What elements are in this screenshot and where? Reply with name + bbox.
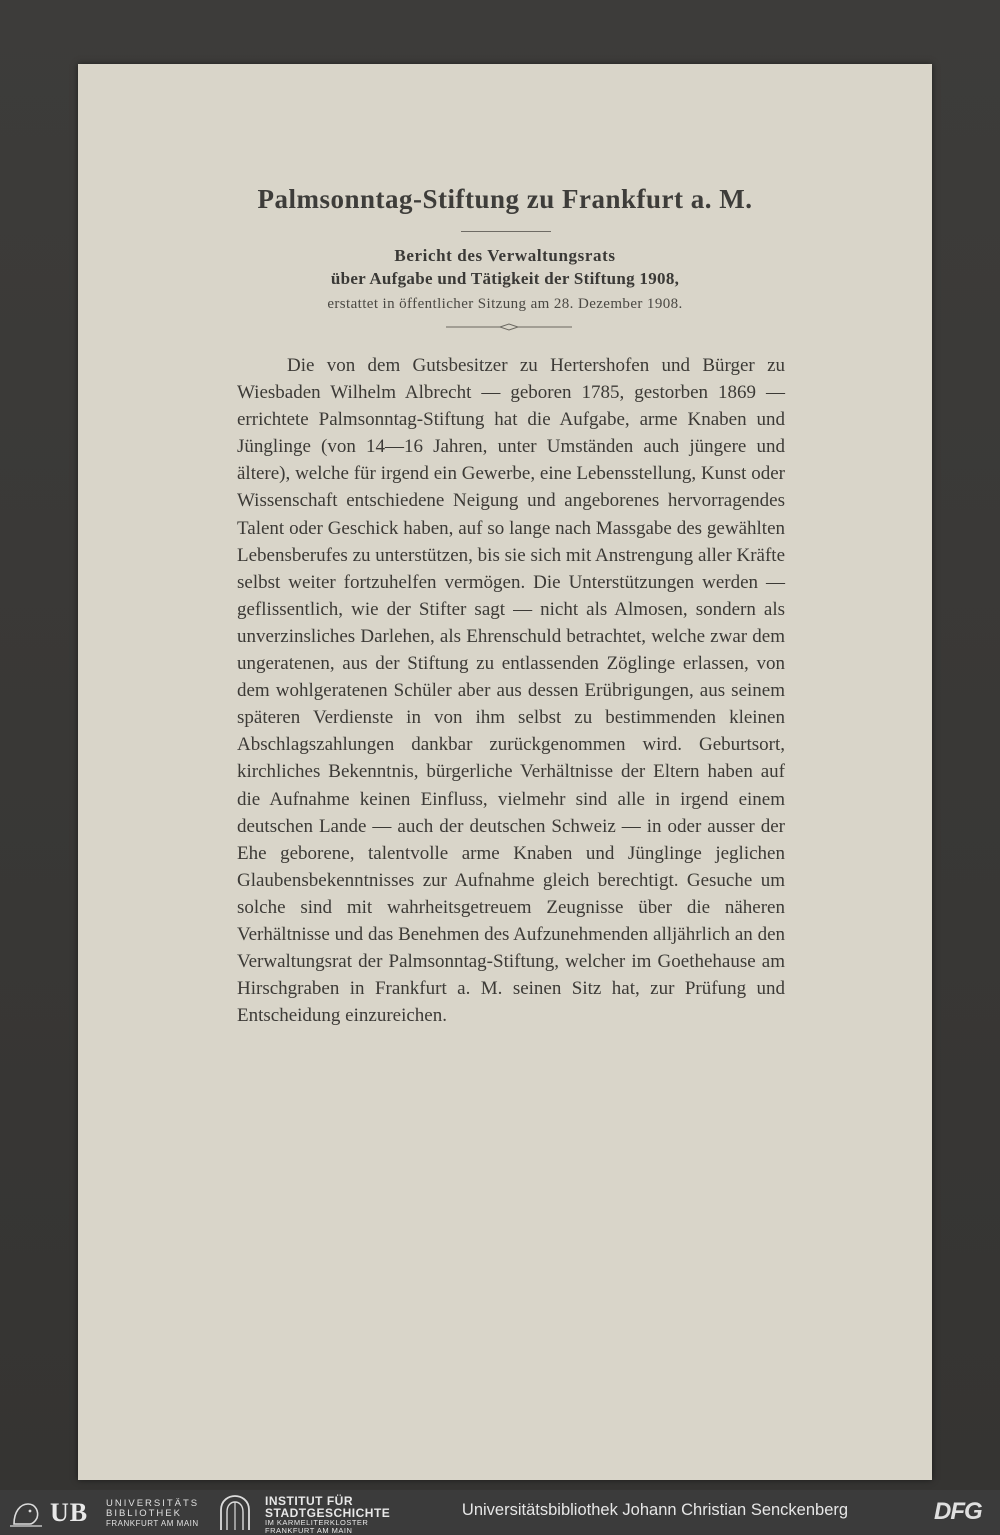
ub-line-2: BIBLIOTHEK: [106, 1508, 182, 1519]
title-divider: [461, 231, 551, 232]
report-date-line: erstattet in öffentlicher Sitzung am 28. Dezember 1908.: [327, 296, 683, 312]
ornament-divider-icon: [446, 322, 572, 332]
arch-window-icon: [215, 1494, 255, 1532]
ub-line-3: FRANKFURT AM MAIN: [106, 1519, 199, 1528]
document-page: [78, 64, 932, 1480]
isg-logo[interactable]: [215, 1494, 405, 1535]
isg-line-1: INSTITUT FÜR: [265, 1494, 353, 1508]
report-heading: Bericht des Verwaltungsrats: [394, 246, 616, 265]
isg-line-2: STADTGESCHICHTE: [265, 1506, 391, 1520]
isg-line-4: FRANKFURT AM MAIN: [265, 1526, 353, 1535]
ub-text: [106, 1499, 199, 1529]
body-text: [237, 352, 785, 1029]
viewer-footer: [0, 1490, 1000, 1534]
ub-logo[interactable]: [6, 1496, 202, 1530]
ub-letters: UB: [50, 1498, 89, 1527]
ub-line-1: UNIVERSITÄTS: [106, 1498, 200, 1509]
goethe-portrait-icon: [6, 1498, 46, 1528]
isg-line-3: IM KARMELITERKLOSTER: [265, 1518, 369, 1527]
dfg-logo[interactable]: DFG: [934, 1498, 982, 1525]
body-paragraph: Die von dem Gutsbesitzer zu Hertershofen und Bürger zu Wiesbaden Wilhelm Albrecht — geboren 1785, gestorben 1869 — errichtete Palmsonntag-Stiftung hat die Aufgabe, arme Knaben und Jünglinge (von 14—16 Jahren, unter Umständen auch jüngere und ältere), welche für irgend ein Gewerbe, eine Lebensstellung, Kunst oder Wissenschaft entschiedene Neigung und angeborenes hervorragendes Talent oder Geschick haben, auf so lange nach Massgabe des gewählten Lebensberufes zu unterstützen, bis sie sich mit Anstrengung aller Kräfte selbst weiter fortzuhelfen vermögen. Die Unterstützungen werden — geflissentlich, wie der Stifter sagt — nicht als Almosen, sondern als unverzinsliches Darlehen, als Ehrenschuld betrachtet, welche zwar dem ungeratenen, aus der Stiftung zu entlassenden Zöglinge erlassen, von dem wohlgeratenen Schüler aber aus dessen Erübrigungen, aus seinem späteren Verdienste in von ihm selbst zu bestimmenden kleinen Abschlagszahlungen dankbar zurückgenommen wird. Geburtsort, kirchliches Bekenntnis, bürgerliche Verhältnisse der Eltern haben auf die Aufnahme keinen Einfluss, vielmehr sind alle in irgend einem deutschen Lande — auch der deutschen Schweiz — in oder ausser der Ehe geborene, talentvolle arme Knaben und Jünglinge jeglichen Glaubensbekenntnisses zur Aufnahme gleich berechtigt. Gesuche um solche sind mit wahrheitsgetreuem Zeugnisse über die näheren Verhältnisse und das Benehmen des Aufzunehmenden alljährlich an den Verwaltungsrat der Palmsonntag-Stiftung, welcher im Goethehause am Hirschgraben in Frankfurt a. M. seinen Sitz hat, zur Prüfung und Entscheidung einzureichen.: [237, 355, 785, 1027]
library-name-link[interactable]: Universitätsbibliothek Johann Christian Senckenberg: [461, 1501, 849, 1519]
isg-text: [265, 1495, 390, 1535]
report-subheading: über Aufgabe und Tätigkeit der Stiftung 1908,: [330, 269, 680, 288]
document-title: Palmsonntag-Stiftung zu Frankfurt a. M.: [257, 184, 753, 214]
